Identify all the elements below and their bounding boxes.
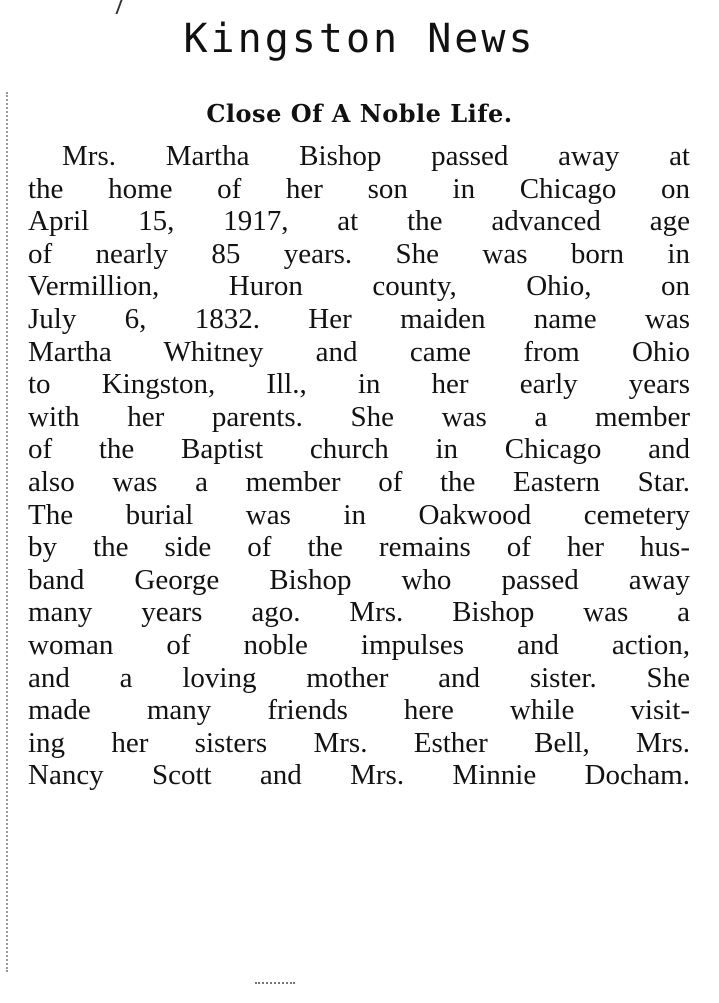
article-line: ing her sisters Mrs. Esther Bell, Mrs. bbox=[28, 726, 690, 759]
article-line: Martha Whitney and came from Ohio bbox=[28, 335, 690, 368]
article-line: July 6, 1832. Her maiden name was bbox=[28, 302, 690, 335]
corner-print-mark bbox=[115, 0, 128, 14]
article-line: by the side of the remains of her hus- bbox=[28, 531, 690, 564]
masthead-title: Kingston News bbox=[183, 16, 536, 62]
article-line: Nancy Scott and Mrs. Minnie Docham. bbox=[28, 759, 690, 792]
article-line: also was a member of the Eastern Star. bbox=[28, 465, 690, 498]
article-headline: Close Of A Noble Life. bbox=[206, 99, 513, 128]
article-body bbox=[28, 140, 690, 792]
article-line: to Kingston, Ill., in her early years bbox=[28, 368, 690, 401]
article-line: band George Bishop who passed away bbox=[28, 563, 690, 596]
article-line: of nearly 85 years. She was born in bbox=[28, 237, 690, 270]
article-line: April 15, 1917, at the advanced age bbox=[28, 205, 690, 238]
article-line: the home of her son in Chicago on bbox=[28, 172, 690, 205]
article-line: Vermillion, Huron county, Ohio, on bbox=[28, 270, 690, 303]
article-line: of the Baptist church in Chicago and bbox=[28, 433, 690, 466]
article-line: many years ago. Mrs. Bishop was a bbox=[28, 596, 690, 629]
article-line: and a loving mother and sister. She bbox=[28, 661, 690, 694]
article-line: Mrs. Martha Bishop passed away at bbox=[62, 140, 690, 172]
column-rule bbox=[6, 92, 8, 972]
article-line: The burial was in Oakwood cemetery bbox=[28, 498, 690, 531]
article-line: woman of noble impulses and action, bbox=[28, 628, 690, 661]
article-line: with her parents. She was a member bbox=[28, 400, 690, 433]
bottom-print-mark bbox=[255, 982, 295, 990]
article-line: made many friends here while visit- bbox=[28, 694, 690, 727]
